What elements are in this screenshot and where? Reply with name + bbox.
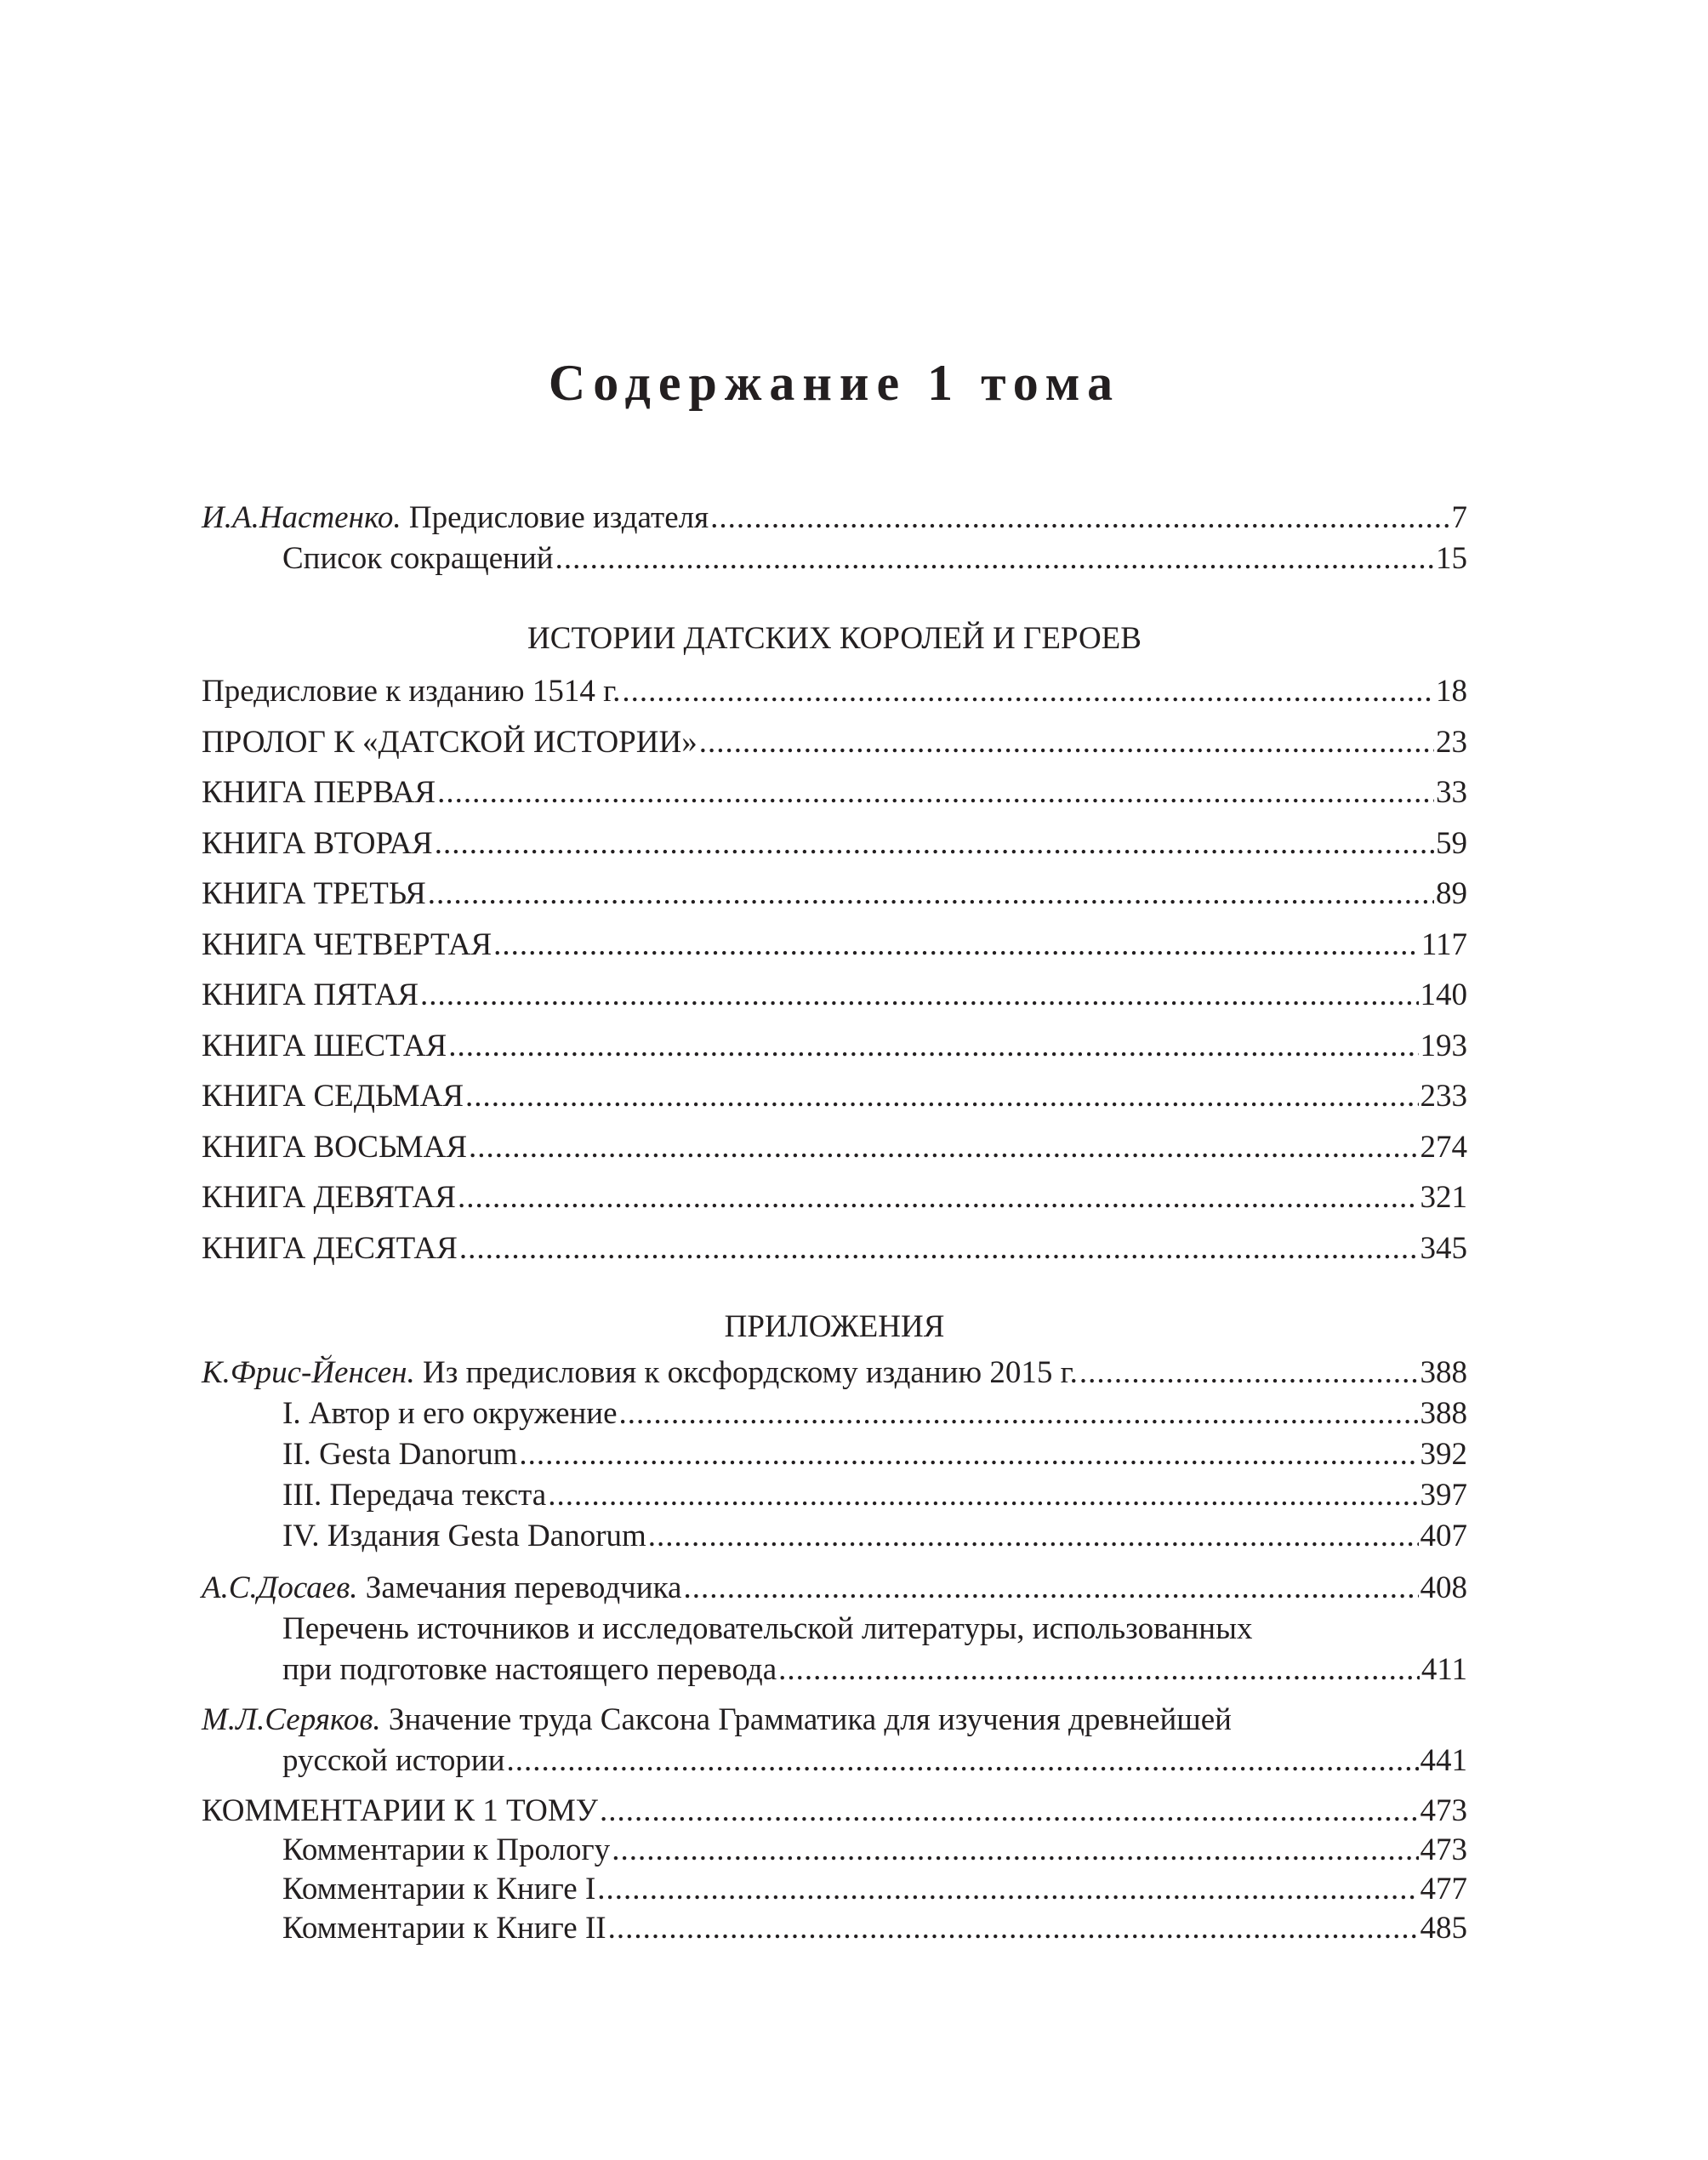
toc-entry-commentaries [202, 1792, 1467, 1831]
toc-entry [202, 1071, 1467, 1122]
toc-subentry [202, 1393, 1467, 1434]
entry-label: КНИГА ЧЕТВЕРТАЯ [202, 926, 492, 962]
entry-label: при подготовке настоящего перевода [282, 1652, 777, 1687]
dot-leader [778, 1650, 1420, 1690]
entry-page: 388 [1420, 1396, 1467, 1431]
entry-page: 473 [1420, 1832, 1467, 1867]
front-matter [202, 498, 1467, 579]
entry-page: 59 [1436, 825, 1467, 861]
appendix-fris-jensen [202, 1353, 1467, 1557]
dot-leader [507, 1741, 1419, 1781]
entry-label: КНИГА ТРЕТЬЯ [202, 876, 426, 911]
entry-label: КНИГА ДЕВЯТАЯ [202, 1180, 456, 1215]
entry-label: Замечания переводчика [357, 1570, 682, 1605]
toc-entry [202, 970, 1467, 1021]
entry-label: II. Gesta Danorum [282, 1437, 518, 1472]
toc-subentry [202, 1475, 1467, 1516]
toc-entry [202, 920, 1467, 971]
toc-entry-dosaev [202, 1568, 1467, 1609]
toc-entry [202, 666, 1467, 717]
dot-leader [548, 1475, 1418, 1516]
dot-leader [420, 970, 1418, 1021]
entry-page: 33 [1436, 775, 1467, 810]
entry-page: 89 [1436, 876, 1467, 911]
entry-label: Комментарии к Книге I [282, 1872, 596, 1906]
dot-leader [469, 1122, 1418, 1173]
dot-leader [428, 869, 1434, 920]
toc-subentry [202, 1516, 1467, 1557]
dot-leader [710, 498, 1449, 539]
entry-label: Из предисловия к оксфордскому изданию 2015 г. [414, 1355, 1078, 1390]
entry-page: 274 [1420, 1129, 1467, 1165]
entry-page: 485 [1420, 1911, 1467, 1946]
dot-leader [459, 1223, 1419, 1274]
dot-leader [597, 1870, 1418, 1909]
entry-label: Предисловие к изданию 1514 г. [202, 674, 621, 709]
entry-page: 407 [1420, 1519, 1467, 1553]
entry-page: 408 [1420, 1570, 1467, 1605]
entry-page: 233 [1420, 1079, 1467, 1114]
toc-entry-preface [202, 498, 1467, 539]
dot-leader [699, 717, 1434, 768]
dot-leader [1079, 1353, 1419, 1393]
dot-leader [465, 1071, 1418, 1122]
toc-entry [202, 1122, 1467, 1173]
appendix-commentaries [202, 1792, 1467, 1948]
dot-leader [458, 1172, 1419, 1223]
toc-entry [202, 1223, 1467, 1274]
dot-leader [493, 920, 1420, 971]
entry-label: Предисловие издателя [401, 500, 709, 535]
toc-entry [202, 767, 1467, 818]
entry-page: 388 [1420, 1355, 1467, 1390]
entry-author: И.А.Настенко. [202, 500, 401, 535]
entry-page: 441 [1420, 1743, 1467, 1778]
entry-page: 397 [1420, 1478, 1467, 1513]
entry-author: А.С.Досаев. [202, 1570, 358, 1605]
dot-leader [619, 1393, 1419, 1434]
dot-leader [683, 1568, 1418, 1609]
entry-page: 392 [1420, 1437, 1467, 1472]
entry-label: КОММЕНТАРИИ К 1 ТОМУ [202, 1793, 598, 1828]
entry-page: 411 [1420, 1652, 1467, 1687]
dot-leader [448, 1021, 1418, 1072]
entry-label: КНИГА ВОСЬМАЯ [202, 1129, 468, 1165]
entry-page: 140 [1420, 977, 1467, 1012]
dot-leader [437, 767, 1434, 818]
toc-entry [202, 869, 1467, 920]
entry-page: 15 [1436, 541, 1467, 576]
dot-leader [648, 1516, 1419, 1557]
entry-label: Комментарии к Книге II [282, 1911, 606, 1946]
entry-page: 23 [1436, 724, 1467, 760]
entry-label: КНИГА ПЯТАЯ [202, 977, 419, 1012]
entry-label: I. Автор и его окружение [282, 1396, 618, 1431]
entry-author: К.Фрис-Йенсен. [202, 1355, 415, 1390]
dot-leader [555, 539, 1434, 579]
dot-leader [622, 666, 1434, 717]
entry-label: ПРОЛОГ К «ДАТСКОЙ ИСТОРИИ» [202, 724, 697, 760]
entry-page: 117 [1420, 926, 1467, 962]
entry-page: 321 [1420, 1180, 1467, 1215]
page-title: Содержание 1 тома [548, 355, 1121, 411]
entry-label: III. Передача текста [282, 1478, 547, 1513]
entry-page: 345 [1420, 1230, 1467, 1266]
toc-subentry [202, 1434, 1467, 1475]
appendix-dosaev [202, 1568, 1467, 1690]
dot-leader [612, 1831, 1418, 1870]
section-heading-appendices: ПРИЛОЖЕНИЯ [724, 1309, 945, 1344]
entry-label: Список сокращений [282, 541, 554, 576]
entry-page: 18 [1436, 674, 1467, 709]
appendix-seryakov [202, 1700, 1467, 1781]
entry-label: русской истории [282, 1743, 505, 1778]
toc-subentry [202, 1870, 1467, 1909]
entry-label: Комментарии к Прологу [282, 1832, 611, 1867]
toc-subentry-first-line: Перечень источников и исследовательской литературы, использованных [282, 1611, 1253, 1646]
toc-subentry [202, 1909, 1467, 1948]
dot-leader [519, 1434, 1418, 1475]
entry-label: КНИГА ПЕРВАЯ [202, 775, 436, 810]
toc-entry-abbreviations [202, 539, 1467, 579]
entry-label: КНИГА ШЕСТАЯ [202, 1028, 447, 1063]
entry-label: КНИГА ВТОРАЯ [202, 825, 433, 861]
toc-entry [202, 1172, 1467, 1223]
entry-label: КНИГА СЕДЬМАЯ [202, 1079, 464, 1114]
toc-entry [202, 818, 1467, 869]
entry-label: КНИГА ДЕСЯТАЯ [202, 1230, 458, 1266]
dot-leader [600, 1792, 1419, 1831]
entry-label: Значение труда Саксона Грамматика для изучения древнейшей [380, 1702, 1232, 1737]
dot-leader [435, 818, 1434, 869]
toc-entry-seryakov [202, 1741, 1467, 1781]
toc-subentry-sources [202, 1650, 1467, 1690]
entry-page: 193 [1420, 1028, 1467, 1063]
section-heading-histories: ИСТОРИИ ДАТСКИХ КОРОЛЕЙ И ГЕРОЕВ [527, 621, 1142, 656]
entry-page: 477 [1420, 1872, 1467, 1906]
toc-entry [202, 717, 1467, 768]
entry-page: 473 [1420, 1793, 1467, 1828]
section-histories-list [202, 666, 1467, 1274]
dot-leader [608, 1909, 1419, 1948]
entry-label: IV. Издания Gesta Danorum [282, 1519, 646, 1553]
entry-author: М.Л.Серяков. [202, 1702, 381, 1737]
toc-entry-seryakov-first-line [202, 1700, 1467, 1741]
toc-subentry [202, 1831, 1467, 1870]
toc-entry-fris-jensen [202, 1353, 1467, 1393]
toc-entry [202, 1021, 1467, 1072]
entry-page: 7 [1451, 500, 1467, 535]
